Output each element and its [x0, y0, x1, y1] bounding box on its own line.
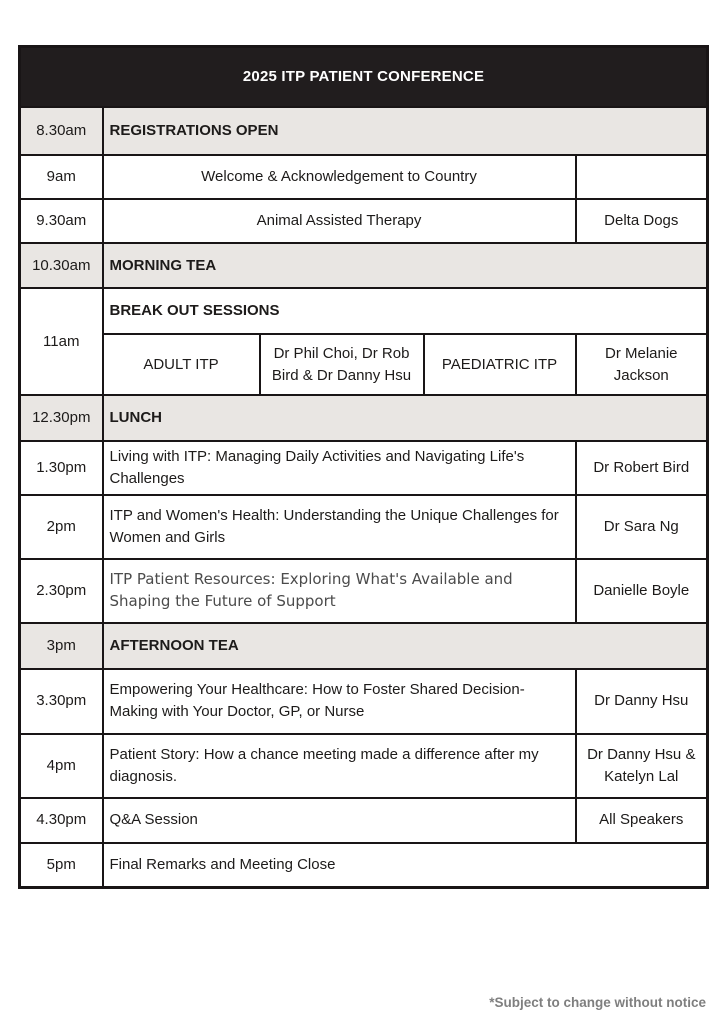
- speaker-cell: Dr Danny Hsu & Katelyn Lal: [576, 734, 708, 798]
- session-title: REGISTRATIONS OPEN: [103, 107, 708, 155]
- schedule-row-morning-tea: [20, 243, 708, 288]
- schedule-row-final-remarks: [20, 843, 708, 888]
- footnote: *Subject to change without notice: [489, 995, 706, 1010]
- schedule-row-welcome: [20, 155, 708, 199]
- session-title: Animal Assisted Therapy: [103, 199, 576, 243]
- schedule-row-afternoon-tea: [20, 623, 708, 669]
- time-cell: 9am: [20, 155, 103, 199]
- time-cell: 10.30am: [20, 243, 103, 288]
- session-title: Living with ITP: Managing Daily Activities and Navigating Life's Challenges: [103, 441, 576, 495]
- page-title: 2025 ITP PATIENT CONFERENCE: [20, 47, 708, 108]
- speaker-cell: Delta Dogs: [576, 199, 708, 243]
- time-cell: 4pm: [20, 734, 103, 798]
- schedule-row-lunch: [20, 395, 708, 441]
- schedule-row-patient-resources: [20, 559, 708, 623]
- schedule-row-patient-story: [20, 734, 708, 798]
- session-title: ITP and Women's Health: Understanding the Unique Challenges for Women and Girls: [103, 495, 576, 559]
- time-cell: 11am: [20, 288, 103, 395]
- session-title: MORNING TEA: [103, 243, 708, 288]
- time-cell: 3pm: [20, 623, 103, 669]
- session-title: LUNCH: [103, 395, 708, 441]
- schedule-row-empowering-healthcare: [20, 669, 708, 734]
- session-title: ITP Patient Resources: Exploring What's Available and Shaping the Future of Support: [103, 559, 576, 623]
- time-cell: 5pm: [20, 843, 103, 888]
- session-title: Q&A Session: [103, 798, 576, 843]
- speaker-cell: Dr Robert Bird: [576, 441, 708, 495]
- schedule-row-registrations: [20, 107, 708, 155]
- header-row: [20, 47, 708, 108]
- session-title: Final Remarks and Meeting Close: [103, 843, 708, 888]
- breakout-adult-speakers: Dr Phil Choi, Dr Rob Bird & Dr Danny Hsu: [260, 334, 424, 395]
- time-cell: 3.30pm: [20, 669, 103, 734]
- session-title: Patient Story: How a chance meeting made a difference after my diagnosis.: [103, 734, 576, 798]
- time-cell: 1.30pm: [20, 441, 103, 495]
- session-title: Empowering Your Healthcare: How to Foster Shared Decision-Making with Your Doctor, GP, or Nurse: [103, 669, 576, 734]
- time-cell: 2.30pm: [20, 559, 103, 623]
- schedule-row-living-with-itp: [20, 441, 708, 495]
- schedule-row-womens-health: [20, 495, 708, 559]
- speaker-cell: Dr Sara Ng: [576, 495, 708, 559]
- session-title: AFTERNOON TEA: [103, 623, 708, 669]
- speaker-cell: Dr Danny Hsu: [576, 669, 708, 734]
- schedule-row-breakout-cells: [20, 334, 708, 395]
- breakout-paediatric-speaker: Dr Melanie Jackson: [576, 334, 708, 395]
- speaker-cell: All Speakers: [576, 798, 708, 843]
- schedule-row-breakout-header: [20, 288, 708, 334]
- time-cell: 12.30pm: [20, 395, 103, 441]
- conference-schedule-table: [18, 45, 709, 889]
- session-title: Welcome & Acknowledgement to Country: [103, 155, 576, 199]
- time-cell: 8.30am: [20, 107, 103, 155]
- schedule-row-qa: [20, 798, 708, 843]
- schedule-row-therapy: [20, 199, 708, 243]
- speaker-cell: Danielle Boyle: [576, 559, 708, 623]
- breakout-adult-itp: ADULT ITP: [103, 334, 260, 395]
- time-cell: 2pm: [20, 495, 103, 559]
- session-title: BREAK OUT SESSIONS: [103, 288, 708, 334]
- time-cell: 9.30am: [20, 199, 103, 243]
- time-cell: 4.30pm: [20, 798, 103, 843]
- speaker-cell: [576, 155, 708, 199]
- breakout-paediatric-itp: PAEDIATRIC ITP: [424, 334, 576, 395]
